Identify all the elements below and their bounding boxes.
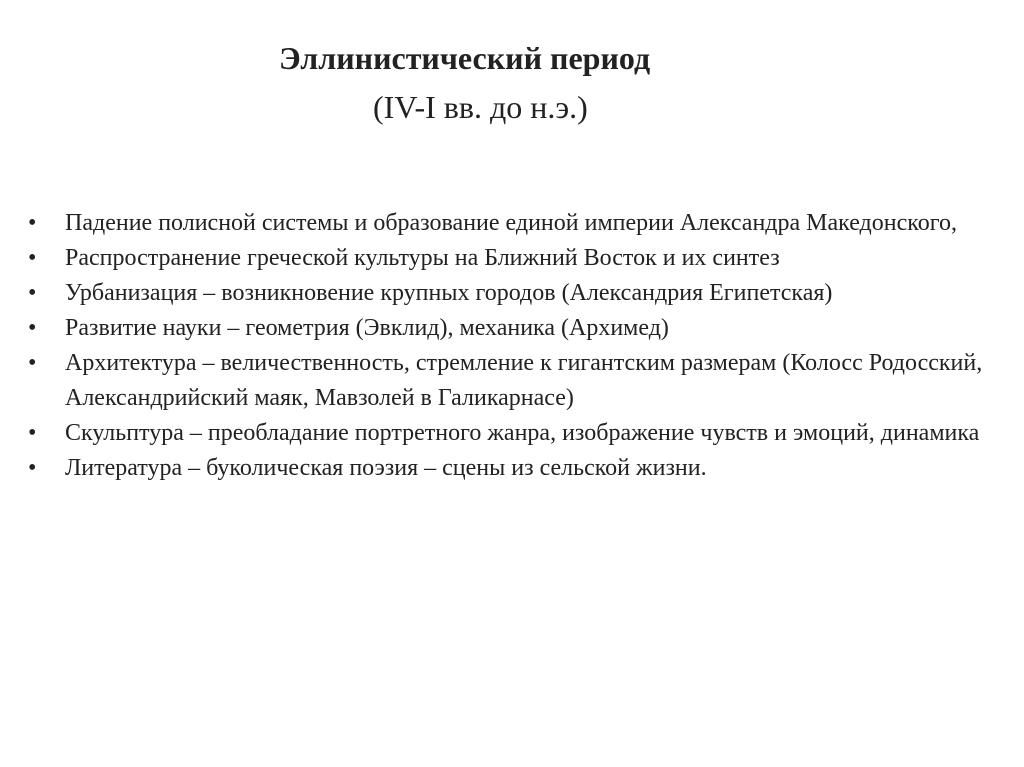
bullet-icon: • — [28, 455, 37, 481]
slide-title: Эллинистический период — [279, 40, 651, 76]
list-item-text: Развитие науки – геометрия (Эвклид), механика (Архимед) — [65, 315, 669, 341]
list-item — [28, 206, 1008, 241]
bullet-icon: • — [28, 280, 37, 306]
list-item-text: Распространение греческой культуры на Ближний Восток и их синтез — [65, 245, 780, 271]
bullet-list — [28, 206, 1008, 486]
list-item — [28, 451, 1008, 486]
list-item-text: Архитектура – величественность, стремление к гигантским размерам (Колосс Родосский, Александрийский маяк, Мавзолей в Галикарнасе) — [65, 350, 983, 411]
list-item — [28, 416, 1008, 451]
bullet-icon: • — [28, 210, 37, 236]
list-item-text: Урбанизация – возникновение крупных городов (Александрия Египетская) — [65, 280, 833, 306]
slide-subtitle: (IV-I вв. до н.э.) — [373, 89, 588, 125]
list-item-text: Скульптура – преобладание портретного жанра, изображение чувств и эмоций, динамика — [65, 420, 980, 446]
bullet-icon: • — [28, 315, 37, 341]
list-item-text: Литература – буколическая поэзия – сцены из сельской жизни. — [65, 455, 707, 481]
bullet-icon: • — [28, 245, 37, 271]
list-item-text: Падение полисной системы и образование единой империи Александра Македонского, — [65, 210, 957, 236]
list-item — [28, 241, 1008, 276]
list-item — [28, 276, 1008, 311]
list-item — [28, 311, 1008, 346]
bullet-icon: • — [28, 350, 37, 376]
bullet-icon: • — [28, 420, 37, 446]
list-item — [28, 346, 1008, 416]
